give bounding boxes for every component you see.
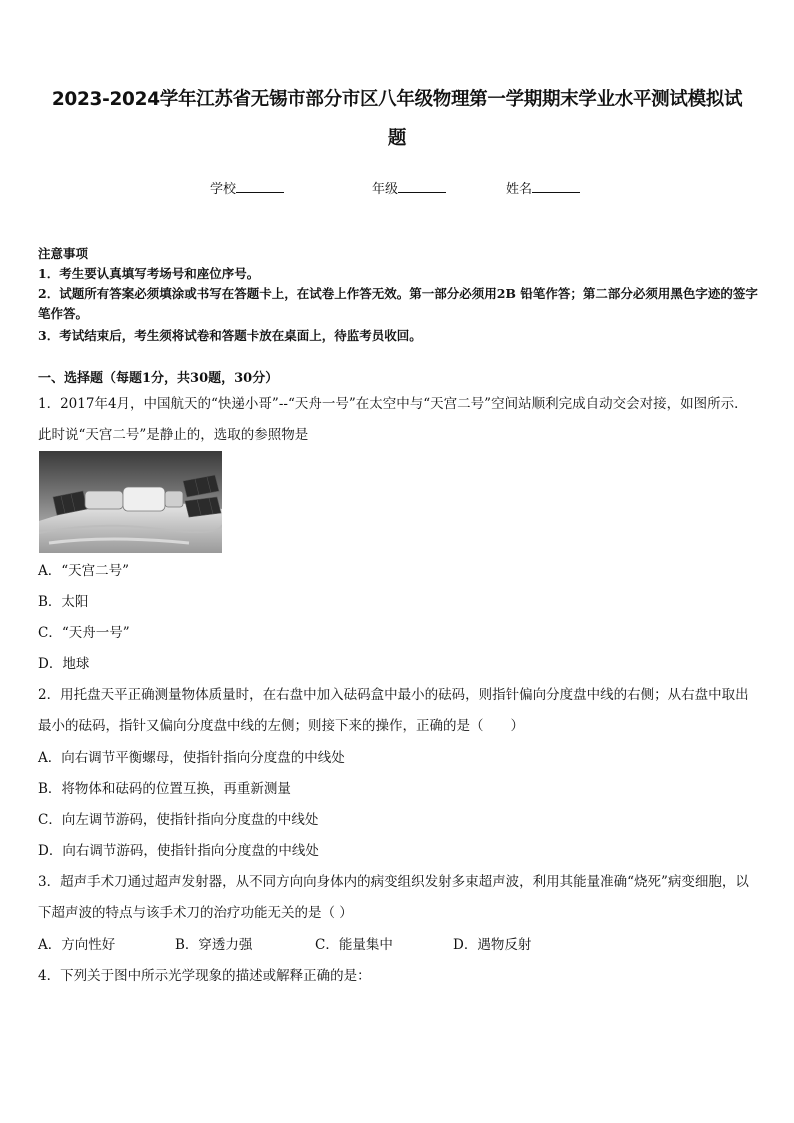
question-4-stem: 4．下列关于图中所示光学现象的描述或解释正确的是： [38,968,371,984]
question-3-option-b: B．穿透力强 [175,937,253,953]
question-1-option-c: C．“天舟一号” [38,625,130,641]
name-blank [532,180,580,193]
question-1-option-a: A．“天宫二号” [38,563,130,579]
question-3-option-a: A．方向性好 [38,937,116,953]
grade-blank [398,180,446,193]
name-label: 姓名 [506,182,533,197]
notice-item-1: 1．考生要认真填写考场号和座位序号。 [38,266,260,281]
notice-item-3: 3．考试结束后，考生须将试卷和答题卡放在桌面上，待监考员收回。 [38,328,422,343]
section-heading: 一、选择题（每题1分，共30题，30分） [38,371,279,386]
question-2-option-c: C．向左调节游码，使指针指向分度盘的中线处 [38,812,319,828]
question-2-option-b: B．将物体和砝码的位置互换，再重新测量 [38,781,291,797]
question-1-option-d: D．地球 [38,656,90,672]
question-2-stem: 2．用托盘天平正确测量物体质量时，在右盘中加入砝码盒中最小的砝码，则指针偏向分度盘中线的右侧；从右盘中取出最小的砝码，指针又偏向分度盘中线的左侧；则接下来的操作，正确的是（ ） [38,687,749,734]
school-field [210,180,284,199]
grade-field [372,180,446,199]
question-1-option-b: B．太阳 [38,594,89,610]
school-label: 学校 [210,182,237,197]
question-3-option-d: D．遇物反射 [453,937,532,953]
question-3-option-c: C．能量集中 [315,937,393,953]
name-field [506,180,580,199]
grade-label: 年级 [372,182,399,197]
space-station-photo [39,451,222,553]
notice-heading: 注意事项 [38,246,89,261]
question-1-stem: 1．2017年4月，中国航天的“快递小哥”--“天舟一号”在太空中与“天宫二号”空间站顺利完成自动交会对接，如图所示．此时说“天宫二号”是静止的，选取的参照物是 [38,396,748,443]
school-blank [236,180,284,193]
question-3-stem: 3．超声手术刀通过超声发射器，从不同方向向身体内的病变组织发射多束超声波，利用其能量准确“烧死”病变细胞，以下超声波的特点与该手术刀的治疗功能无关的是（ ） [38,874,749,921]
exam-title: 2023-2024学年江苏省无锡市部分市区八年级物理第一学期期末学业水平测试模拟试 [51,89,743,110]
notice-item-2: 2．试题所有答案必须填涂或书写在答题卡上，在试卷上作答无效。第一部分必须用2B 铅笔作答；第二部分必须用黑色字迹的签字笔作答。 [38,286,758,321]
question-2-option-d: D．向右调节游码，使指针指向分度盘的中线处 [38,843,319,859]
exam-title-continued: 题 [387,128,407,149]
question-2-option-a: A．向右调节平衡螺母，使指针指向分度盘的中线处 [38,750,345,766]
